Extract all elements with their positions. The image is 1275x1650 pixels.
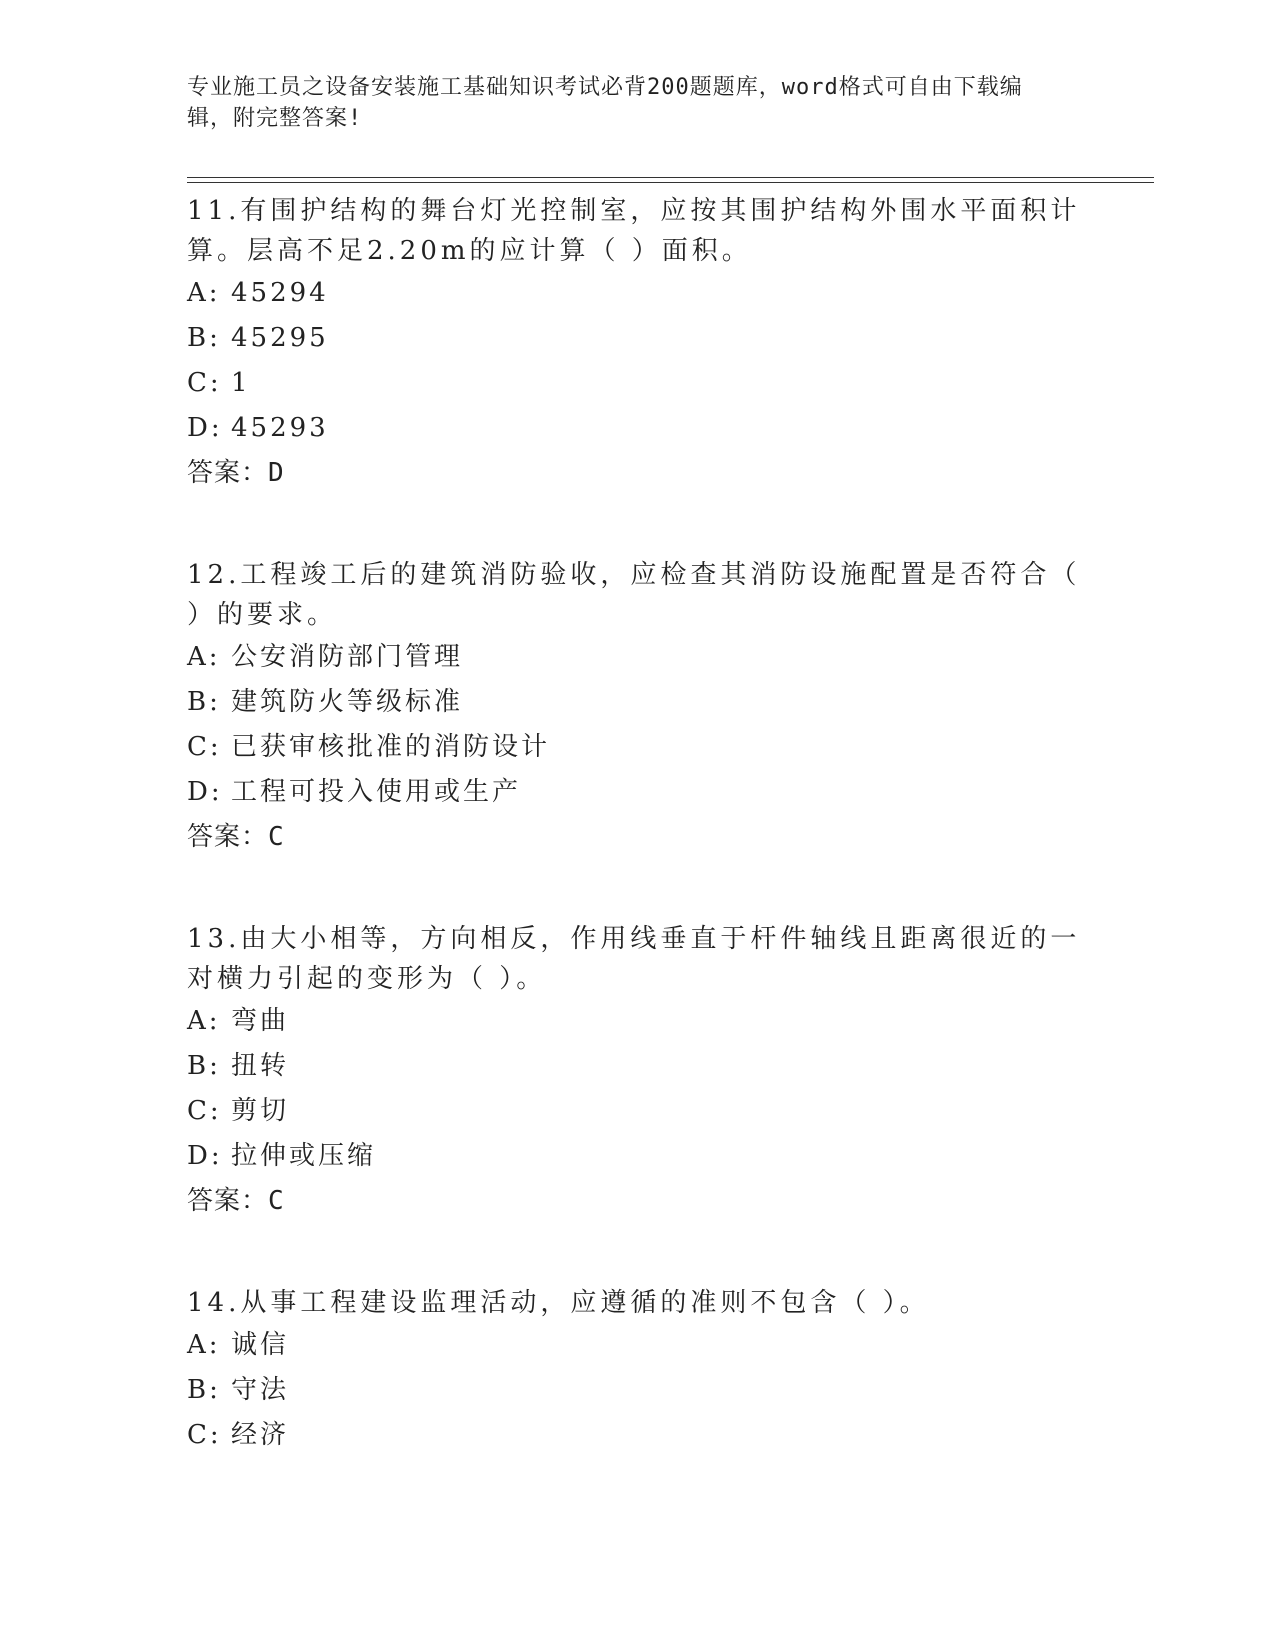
question-text: 14.从事工程建设监理活动，应遵循的准则不包含（ ）。 [187, 1288, 930, 1318]
option-letter: B: [187, 1051, 221, 1081]
question-text: 11.有围护结构的舞台灯光控制室，应按其围护结构外围水平面积计算。层高不足2.20m的应计算（ ）面积。 [187, 196, 1081, 266]
question-block [187, 919, 1087, 1224]
question-text: 13.由大小相等，方向相反，作用线垂直于杆件轴线且距离很近的一对横力引起的变形为（ ）。 [187, 924, 1081, 994]
option-letter: B: [187, 687, 221, 717]
option-text: 45293 [231, 413, 329, 443]
option-b [187, 1044, 1087, 1089]
option-d [187, 406, 1087, 451]
option-c [187, 1413, 1087, 1458]
option-letter: D: [187, 1141, 223, 1171]
option-d [187, 770, 1087, 815]
header-divider-bottom [187, 182, 1154, 183]
option-text: 建筑防火等级标准 [231, 687, 464, 717]
option-letter: C: [187, 368, 222, 398]
option-letter: A: [187, 1330, 221, 1360]
option-letter: A: [187, 278, 221, 308]
question-block [187, 1283, 1087, 1458]
answer-line: 答案：D [187, 458, 285, 488]
option-c [187, 361, 1087, 406]
question-block [187, 555, 1087, 860]
option-letter: B: [187, 323, 221, 353]
option-b [187, 316, 1087, 361]
option-text: 扭转 [231, 1051, 290, 1081]
option-d [187, 1134, 1087, 1179]
option-text: 45294 [231, 278, 329, 308]
header-divider-top [187, 177, 1154, 178]
option-text: 公安消防部门管理 [231, 642, 464, 672]
option-text: 已获审核批准的消防设计 [231, 732, 551, 762]
option-c [187, 1089, 1087, 1134]
option-a [187, 1323, 1087, 1368]
option-a [187, 635, 1087, 680]
option-a [187, 999, 1087, 1044]
option-text: 剪切 [231, 1096, 290, 1126]
option-b [187, 1368, 1087, 1413]
option-text: 工程可投入使用或生产 [231, 777, 522, 807]
option-letter: B: [187, 1375, 221, 1405]
option-text: 1 [231, 368, 251, 398]
option-text: 诚信 [231, 1330, 290, 1360]
option-c [187, 725, 1087, 770]
option-text: 经济 [231, 1420, 290, 1450]
option-letter: A: [187, 1006, 221, 1036]
option-letter: D: [187, 777, 223, 807]
option-letter: C: [187, 1096, 222, 1126]
option-text: 45295 [231, 323, 329, 353]
option-letter: A: [187, 642, 221, 672]
option-letter: C: [187, 1420, 222, 1450]
option-letter: D: [187, 413, 223, 443]
option-text: 拉伸或压缩 [231, 1141, 377, 1171]
question-text: 12.工程竣工后的建筑消防验收，应检查其消防设施配置是否符合（ ）的要求。 [187, 560, 1081, 630]
document-title: 专业施工员之设备安装施工基础知识考试必背200题题库，word格式可自由下载编辑，附完整答案! [187, 75, 1023, 131]
answer-line: 答案：C [187, 1186, 285, 1216]
option-letter: C: [187, 732, 222, 762]
option-b [187, 680, 1087, 725]
option-text: 弯曲 [231, 1006, 290, 1036]
option-a [187, 271, 1087, 316]
question-block [187, 191, 1087, 496]
option-text: 守法 [231, 1375, 290, 1405]
answer-line: 答案：C [187, 822, 285, 852]
